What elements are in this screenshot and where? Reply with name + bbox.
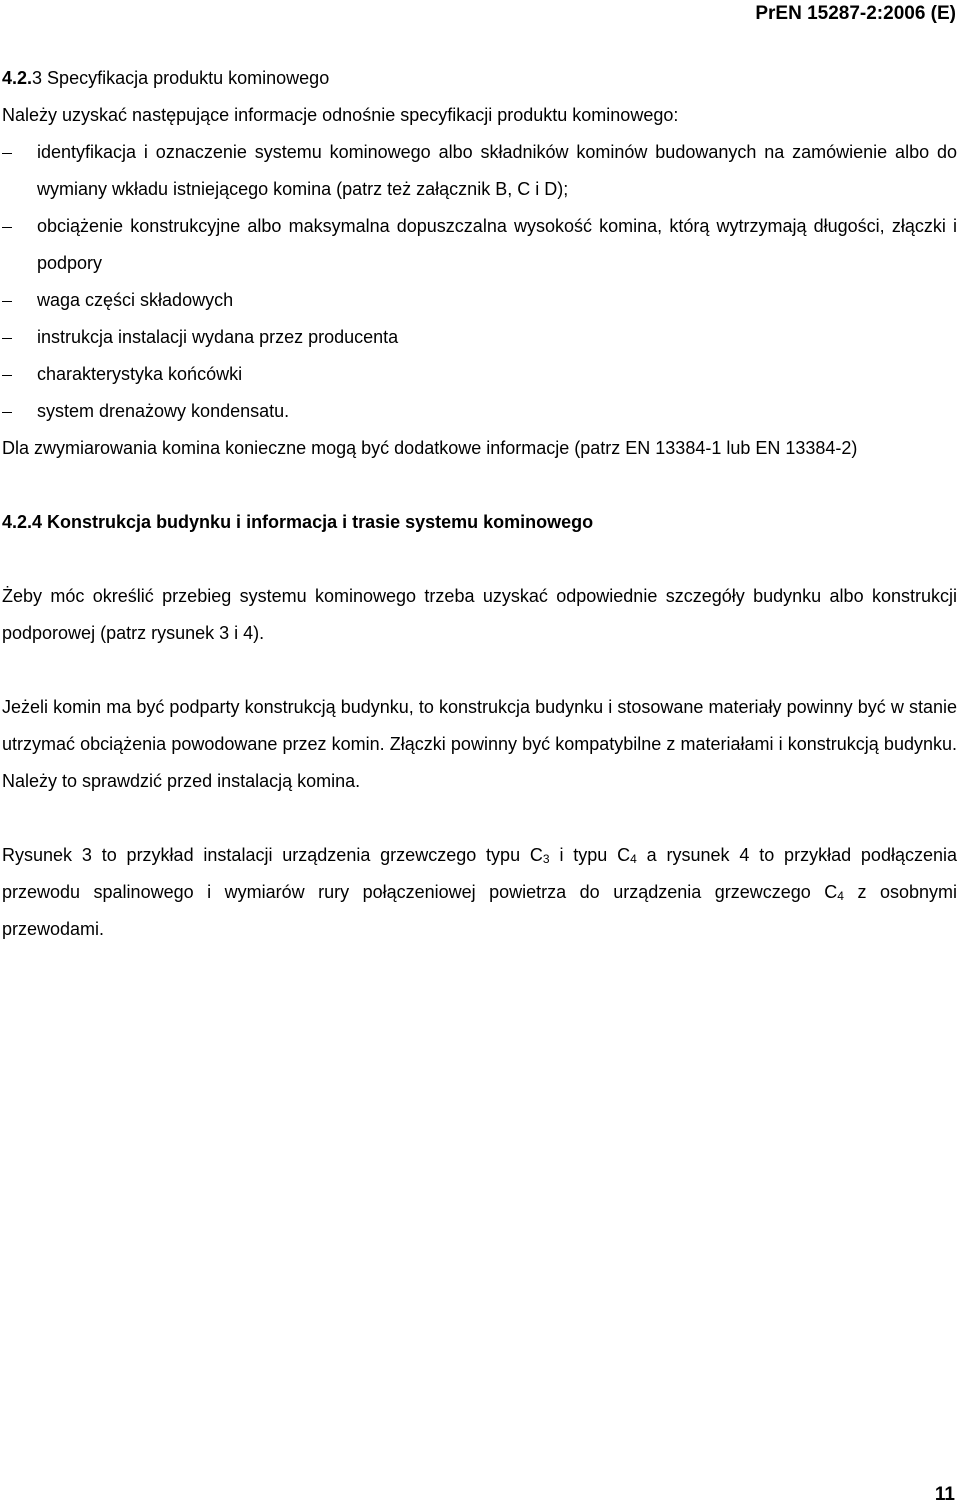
list-item-text: charakterystyka końcówki [37, 364, 243, 384]
section-4-2-3-heading [2, 60, 957, 97]
list-item [2, 356, 957, 393]
section-intro: Należy uzyskać następujące informacje odnośnie specyfikacji produktu kominowego: [2, 105, 679, 125]
section-title: Specyfikacja produktu kominowego [42, 68, 330, 88]
spacer [2, 652, 957, 689]
section-number: 4.2. [2, 68, 33, 88]
subscript: 4 [630, 852, 637, 866]
subscript: 4 [837, 889, 844, 903]
list-item [2, 393, 957, 430]
section-4-2-4-heading: 4.2.4 Konstrukcja budynku i informacja i trasie systemu kominowego [2, 512, 594, 532]
figures-text-2: i typu C [549, 845, 631, 865]
spacer [2, 800, 957, 837]
spacer [2, 541, 957, 578]
figures-text-3: a rysunek 4 to przykład podłączenia przewodu spalinowego i wymiarów rury połączeniowej powietrza do urządzenia grzewczego C [2, 845, 957, 902]
list-item [2, 208, 957, 282]
list-item-text: instrukcja instalacji wydana przez producenta [37, 327, 399, 347]
list-item [2, 319, 957, 356]
paragraph-support: Jeżeli komin ma być podparty konstrukcją budynku, to konstrukcja budynku i stosowane materiały powinny być w stanie utrzymać obciążenia powodowane przez komin. Złączki powinny być kompatybilne z materiałami i konstrukcją budynku. Należy to sprawdzić przed instalacją komina. [2, 697, 957, 791]
list-item-text: identyfikacja i oznaczenie systemu kominowego albo składników kominów budowanych na zamówienie albo do wymiany wkładu istniejącego komina (patrz też załącznik B, C i D); [37, 142, 957, 199]
section-number-rest: 3 [32, 68, 43, 88]
figures-text-4: z osobnymi przewodami. [2, 882, 957, 939]
subscript: 3 [542, 852, 550, 866]
list-item-text: system drenażowy kondensatu. [37, 401, 290, 421]
paragraph-figures [2, 837, 957, 948]
list-item [2, 134, 957, 208]
paragraph-route: Żeby móc określić przebieg systemu kominowego trzeba uzyskać odpowiednie szczegóły budynku albo konstrukcji podporowej (patrz rysunek 3 i 4). [2, 586, 957, 643]
figures-text-1: Rysunek 3 to przykład instalacji urządzenia grzewczego typu C [2, 845, 543, 865]
list-item-text: waga części składowych [37, 290, 234, 310]
document-id-header: PrEN 15287-2:2006 (E) [755, 3, 956, 24]
spacer [2, 467, 957, 504]
page-number: 11 [934, 1484, 955, 1505]
section-closing-note: Dla zwymiarowania komina konieczne mogą być dodatkowe informacje (patrz EN 13384-1 lub EN 13384-2) [2, 438, 858, 458]
page-content [2, 60, 957, 948]
requirements-list [2, 134, 957, 430]
list-item [2, 282, 957, 319]
list-item-text: obciążenie konstrukcyjne albo maksymalna dopuszczalna wysokość komina, którą wytrzymają długości, złączki i podpory [37, 216, 957, 273]
